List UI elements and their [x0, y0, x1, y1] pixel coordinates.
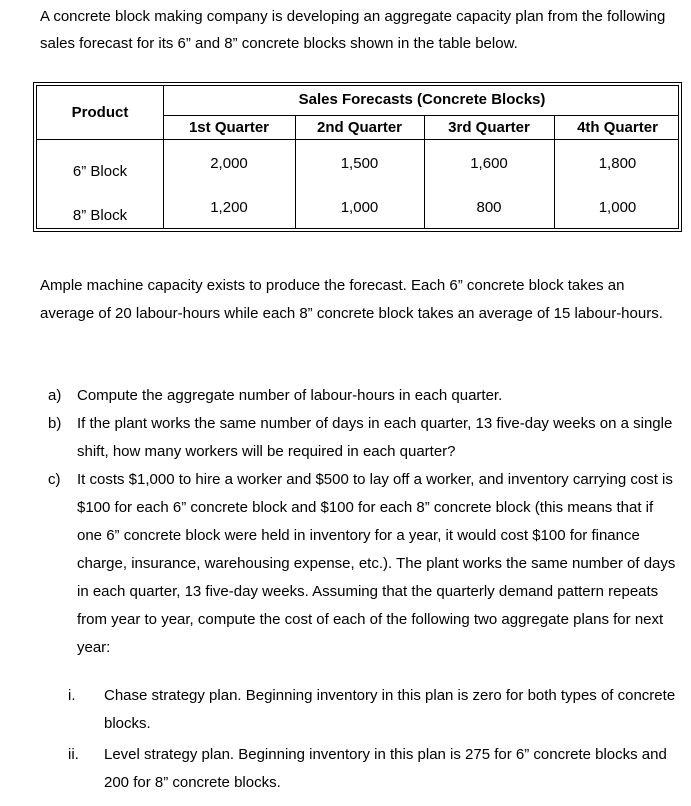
plan-text: Chase strategy plan. Beginning inventory in this plan is zero for both types of concrete blocks. — [104, 687, 676, 732]
table-cell: 2,000 — [210, 155, 248, 172]
quarter-header-2: 2nd Quarter — [316, 119, 403, 136]
table-cell: 1,500 — [340, 155, 379, 172]
question-marker: c) — [48, 471, 61, 488]
table-cell: 1,000 — [598, 199, 637, 216]
header-bottom-divider — [37, 139, 678, 140]
question-marker: a) — [48, 387, 62, 404]
intro-text: A concrete block making company is developing an aggregate capacity plan from the following sales forecast for its 6” and 8” concrete blocks shown in the table below. — [40, 8, 666, 52]
group-header: Sales Forecasts (Concrete Blocks) — [298, 91, 546, 108]
table-cell: 1,000 — [340, 199, 379, 216]
question-item — [40, 466, 680, 662]
table-cell: 800 — [476, 199, 502, 216]
product-header: Product — [71, 104, 129, 121]
plan-marker: ii. — [68, 746, 79, 763]
capacity-paragraph: Ample machine capacity exists to produce the forecast. Each 6” concrete block takes an average of 20 labour-hours while each 8” concrete block takes an average of 15 labour-hours. — [40, 277, 663, 322]
quarter-header-3: 3rd Quarter — [448, 119, 530, 136]
question-marker: b) — [48, 415, 62, 432]
plan-text: Level strategy plan. Beginning inventory in this plan is 275 for 6” concrete blocks and 200 for 8” concrete blocks. — [104, 746, 667, 791]
plan-marker: i. — [68, 687, 76, 704]
table-cell: 1,200 — [210, 199, 248, 216]
quarter-header-4: 4th Quarter — [577, 119, 658, 136]
question-text: Compute the aggregate number of labour-hours in each quarter. — [77, 387, 503, 404]
row-product: 8” Block — [72, 207, 128, 224]
plan-item — [40, 741, 680, 797]
quarter-header-1: 1st Quarter — [188, 119, 270, 136]
sales-forecast-table — [33, 82, 682, 232]
plan-list — [40, 682, 680, 800]
row-product: 6” Block — [72, 163, 128, 180]
table-cell: 1,800 — [598, 155, 637, 172]
question-text: It costs $1,000 to hire a worker and $500 to lay off a worker, and inventory carrying cost is $100 for each 6” concrete block and $100 for each 8” concrete block (this means that if one 6” concrete block were held in inventory for a year, it would cost $100 for finance charge, insurance, warehousing expense, etc.). The plant works the same number of days in each quarter, 13 five-day weeks. Assuming that the quarterly demand pattern repeats from year to year, compute the cost of each of the following two aggregate plans for next year: — [77, 471, 676, 656]
question-list — [40, 382, 680, 662]
header-divider — [163, 115, 678, 116]
table-inner-border — [36, 85, 679, 229]
question-item — [40, 382, 680, 410]
plan-item — [40, 682, 680, 738]
question-item — [40, 410, 680, 466]
table-cell: 1,600 — [470, 155, 508, 172]
question-text: If the plant works the same number of days in each quarter, 13 five-day weeks on a single shift, how many workers will be required in each quarter? — [77, 415, 673, 460]
